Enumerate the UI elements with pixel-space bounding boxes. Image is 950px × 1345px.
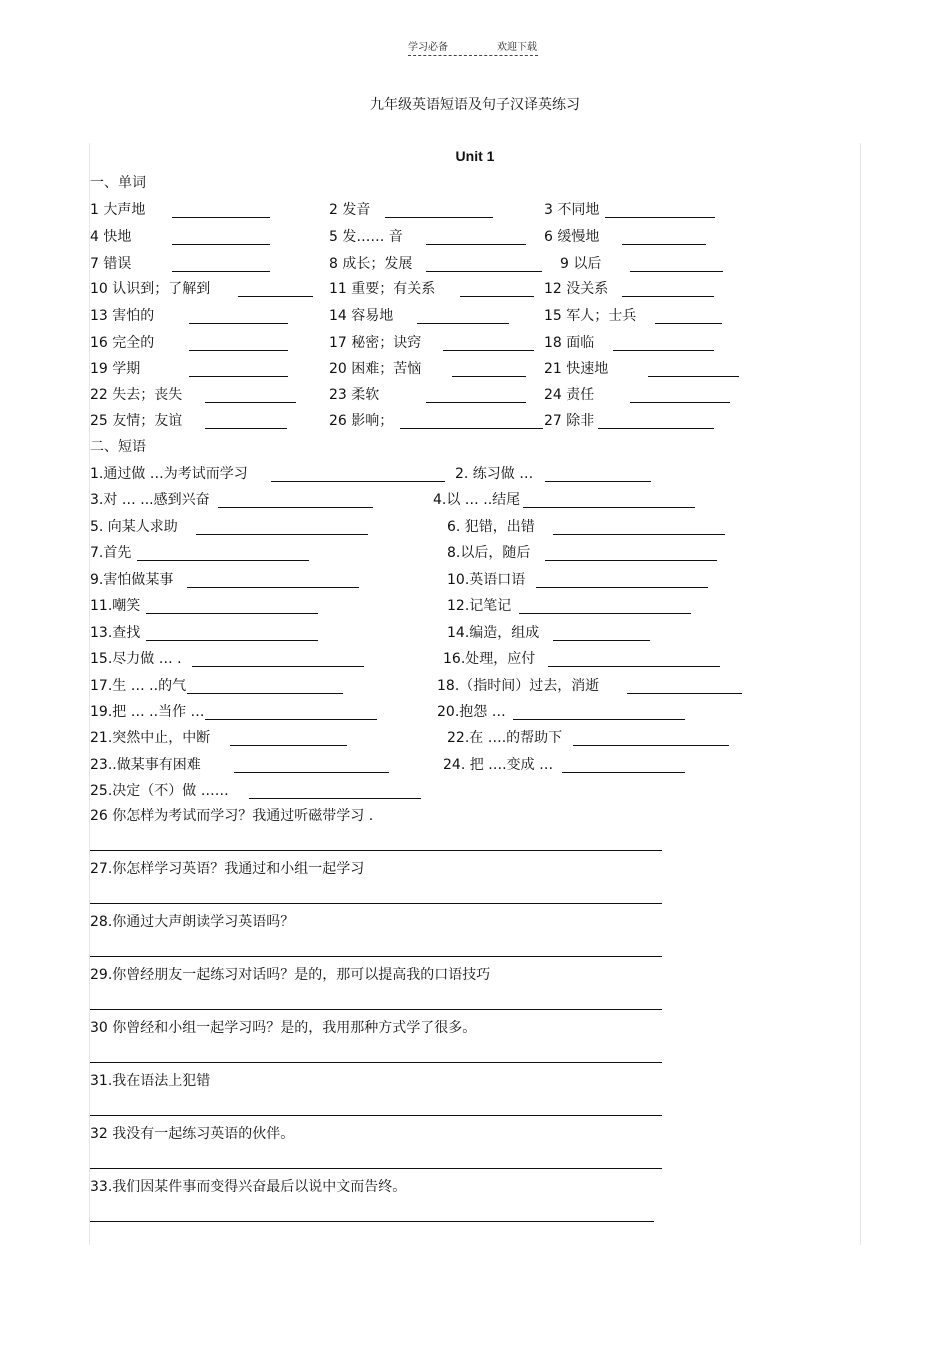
phrase-answer-blank[interactable] bbox=[218, 507, 373, 508]
phrase-item-label: 15.尽力做 … . bbox=[90, 651, 182, 667]
phrase-item-label: 20.抱怨 … bbox=[437, 704, 506, 720]
word-answer-blank[interactable] bbox=[426, 271, 542, 272]
phrase-answer-blank[interactable] bbox=[187, 693, 343, 694]
word-item-label: 7 错误 bbox=[90, 256, 132, 272]
word-item-label: 3 不同地 bbox=[544, 202, 600, 218]
phrase-answer-blank[interactable] bbox=[192, 666, 364, 667]
phrase-item-label: 7.首先 bbox=[90, 545, 132, 561]
sentence-answer-line[interactable] bbox=[90, 1115, 662, 1116]
header-right: 欢迎下载 bbox=[497, 42, 537, 53]
phrase-item-label: 12.记笔记 bbox=[447, 598, 512, 614]
word-item-label: 22 失去；丧失 bbox=[90, 387, 183, 403]
word-answer-blank[interactable] bbox=[172, 217, 270, 218]
sentence-prompt: 32 我没有一起练习英语的伙伴。 bbox=[90, 1126, 295, 1142]
word-item-label: 9 以后 bbox=[560, 256, 602, 272]
word-item-label: 4 快地 bbox=[90, 229, 132, 245]
phrase-item-label: 13.查找 bbox=[90, 625, 141, 641]
phrase-answer-blank[interactable] bbox=[234, 772, 389, 773]
phrase-answer-blank[interactable] bbox=[137, 560, 309, 561]
header-left: 学习必备 bbox=[408, 42, 448, 53]
phrase-answer-blank[interactable] bbox=[545, 481, 651, 482]
word-item-label: 15 军人；士兵 bbox=[544, 308, 637, 324]
word-item-label: 20 困难；苦恼 bbox=[329, 361, 422, 377]
word-answer-blank[interactable] bbox=[400, 428, 543, 429]
sentence-prompt: 28.你通过大声朗读学习英语吗？ bbox=[90, 914, 295, 930]
phrase-answer-blank[interactable] bbox=[187, 587, 359, 588]
word-answer-blank[interactable] bbox=[655, 323, 722, 324]
phrase-answer-blank[interactable] bbox=[627, 693, 742, 694]
word-item-label: 13 害怕的 bbox=[90, 308, 155, 324]
sentence-prompt: 33.我们因某件事而变得兴奋最后以说中文而告终。 bbox=[90, 1179, 407, 1195]
phrase-item-label: 9.害怕做某事 bbox=[90, 572, 174, 588]
phrase-answer-blank[interactable] bbox=[523, 507, 695, 508]
section-phrases-heading: 二、短语 bbox=[90, 439, 146, 455]
word-item-label: 1 大声地 bbox=[90, 202, 146, 218]
word-answer-blank[interactable] bbox=[426, 244, 526, 245]
phrase-item-label: 21.突然中止，中断 bbox=[90, 730, 211, 746]
word-item-label: 2 发音 bbox=[329, 202, 371, 218]
word-item-label: 10 认识到；了解到 bbox=[90, 281, 211, 297]
word-item-label: 14 容易地 bbox=[329, 308, 394, 324]
sentence-prompt: 26 你怎样为考试而学习？我通过听磁带学习 . bbox=[90, 808, 374, 824]
word-item-label: 25 友情；友谊 bbox=[90, 413, 183, 429]
phrase-item-label: 2. 练习做 … bbox=[455, 466, 534, 482]
sentence-answer-line[interactable] bbox=[90, 850, 662, 851]
phrase-answer-blank[interactable] bbox=[553, 534, 725, 535]
word-answer-blank[interactable] bbox=[189, 350, 288, 351]
word-item-label: 6 缓慢地 bbox=[544, 229, 600, 245]
phrase-answer-blank[interactable] bbox=[146, 613, 318, 614]
phrase-answer-blank[interactable] bbox=[562, 772, 685, 773]
phrase-item-label: 1.通过做 …为考试而学习 bbox=[90, 466, 248, 482]
phrase-item-label: 6. 犯错，出错 bbox=[447, 519, 535, 535]
word-item-label: 11 重要；有关系 bbox=[329, 281, 436, 297]
sentence-answer-line[interactable] bbox=[90, 1168, 662, 1169]
phrase-item-label: 5. 向某人求助 bbox=[90, 519, 178, 535]
phrase-item-label: 23..做某事有困难 bbox=[90, 757, 201, 773]
word-item-label: 26 影响； bbox=[329, 413, 394, 429]
word-item-label: 18 面临 bbox=[544, 335, 595, 351]
sentence-prompt: 29.你曾经朋友一起练习对话吗？是的，那可以提高我的口语技巧 bbox=[90, 967, 491, 983]
page-title: 九年级英语短语及句子汉译英练习 bbox=[370, 97, 580, 113]
phrase-answer-blank[interactable] bbox=[205, 719, 377, 720]
word-item-label: 8 成长；发展 bbox=[329, 256, 413, 272]
word-item-label: 23 柔软 bbox=[329, 387, 380, 403]
sentence-answer-line[interactable] bbox=[90, 1009, 662, 1010]
phrase-item-label: 8.以后，随后 bbox=[447, 545, 531, 561]
phrase-item-label: 11.嘲笑 bbox=[90, 598, 141, 614]
phrase-answer-blank[interactable] bbox=[553, 640, 650, 641]
phrase-answer-blank[interactable] bbox=[271, 481, 445, 482]
phrase-item-label: 16.处理，应付 bbox=[443, 651, 536, 667]
word-answer-blank[interactable] bbox=[622, 244, 706, 245]
phrase-item-label: 22.在 ….的帮助下 bbox=[447, 730, 563, 746]
word-answer-blank[interactable] bbox=[238, 296, 313, 297]
word-answer-blank[interactable] bbox=[613, 350, 714, 351]
word-answer-blank[interactable] bbox=[598, 428, 714, 429]
word-answer-blank[interactable] bbox=[189, 376, 288, 377]
sentence-answer-line[interactable] bbox=[90, 956, 662, 957]
sentence-answer-line[interactable] bbox=[90, 1221, 654, 1222]
word-item-label: 12 没关系 bbox=[544, 281, 609, 297]
phrase-answer-blank[interactable] bbox=[146, 640, 318, 641]
sentence-answer-line[interactable] bbox=[90, 903, 662, 904]
phrase-answer-blank[interactable] bbox=[230, 745, 347, 746]
sentence-answer-line[interactable] bbox=[90, 1062, 662, 1063]
word-answer-blank[interactable] bbox=[443, 350, 534, 351]
word-item-label: 5 发…… 音 bbox=[329, 229, 403, 245]
phrase-answer-blank[interactable] bbox=[513, 719, 685, 720]
phrase-item-label: 25.决定（不）做 …… bbox=[90, 783, 229, 799]
word-answer-blank[interactable] bbox=[630, 402, 730, 403]
word-answer-blank[interactable] bbox=[172, 244, 270, 245]
section-words-heading: 一、单词 bbox=[90, 175, 146, 191]
sentence-prompt: 27.你怎样学习英语？我通过和小组一起学习 bbox=[90, 861, 365, 877]
page-frame-right bbox=[860, 143, 861, 1245]
word-answer-blank[interactable] bbox=[385, 217, 493, 218]
word-item-label: 21 快速地 bbox=[544, 361, 609, 377]
phrase-item-label: 14.编造，组成 bbox=[447, 625, 540, 641]
word-answer-blank[interactable] bbox=[460, 296, 534, 297]
word-answer-blank[interactable] bbox=[172, 271, 270, 272]
sentence-prompt: 30 你曾经和小组一起学习吗？是的，我用那种方式学了很多。 bbox=[90, 1020, 477, 1036]
word-answer-blank[interactable] bbox=[205, 402, 296, 403]
word-answer-blank[interactable] bbox=[648, 376, 739, 377]
phrase-item-label: 19.把 … ..当作 … bbox=[90, 704, 205, 720]
word-answer-blank[interactable] bbox=[426, 402, 526, 403]
word-item-label: 16 完全的 bbox=[90, 335, 155, 351]
sentence-prompt: 31.我在语法上犯错 bbox=[90, 1073, 211, 1089]
phrase-item-label: 10.英语口语 bbox=[447, 572, 526, 588]
phrase-answer-blank[interactable] bbox=[196, 534, 368, 535]
phrase-item-label: 24. 把 ….变成 … bbox=[443, 757, 554, 773]
phrase-answer-blank[interactable] bbox=[573, 745, 729, 746]
unit-heading: Unit 1 bbox=[455, 148, 495, 164]
word-item-label: 24 责任 bbox=[544, 387, 595, 403]
word-answer-blank[interactable] bbox=[205, 428, 287, 429]
phrase-item-label: 17.生 … ..的气 bbox=[90, 678, 187, 694]
phrase-answer-blank[interactable] bbox=[548, 666, 720, 667]
word-item-label: 27 除非 bbox=[544, 413, 595, 429]
phrase-answer-blank[interactable] bbox=[536, 587, 708, 588]
phrase-item-label: 3.对 … ...感到兴奋 bbox=[90, 492, 210, 508]
word-item-label: 17 秘密；诀窍 bbox=[329, 335, 422, 351]
phrase-answer-blank[interactable] bbox=[249, 798, 421, 799]
phrase-item-label: 18.（指时间）过去，消逝 bbox=[437, 678, 600, 694]
word-answer-blank[interactable] bbox=[189, 323, 288, 324]
word-item-label: 19 学期 bbox=[90, 361, 141, 377]
word-answer-blank[interactable] bbox=[452, 376, 526, 377]
phrase-item-label: 4.以 … ..结尾 bbox=[433, 492, 521, 508]
word-answer-blank[interactable] bbox=[622, 296, 714, 297]
word-answer-blank[interactable] bbox=[605, 217, 715, 218]
word-answer-blank[interactable] bbox=[417, 323, 509, 324]
phrase-answer-blank[interactable] bbox=[545, 560, 717, 561]
header-rule bbox=[408, 55, 538, 56]
phrase-answer-blank[interactable] bbox=[519, 613, 691, 614]
word-answer-blank[interactable] bbox=[630, 271, 723, 272]
